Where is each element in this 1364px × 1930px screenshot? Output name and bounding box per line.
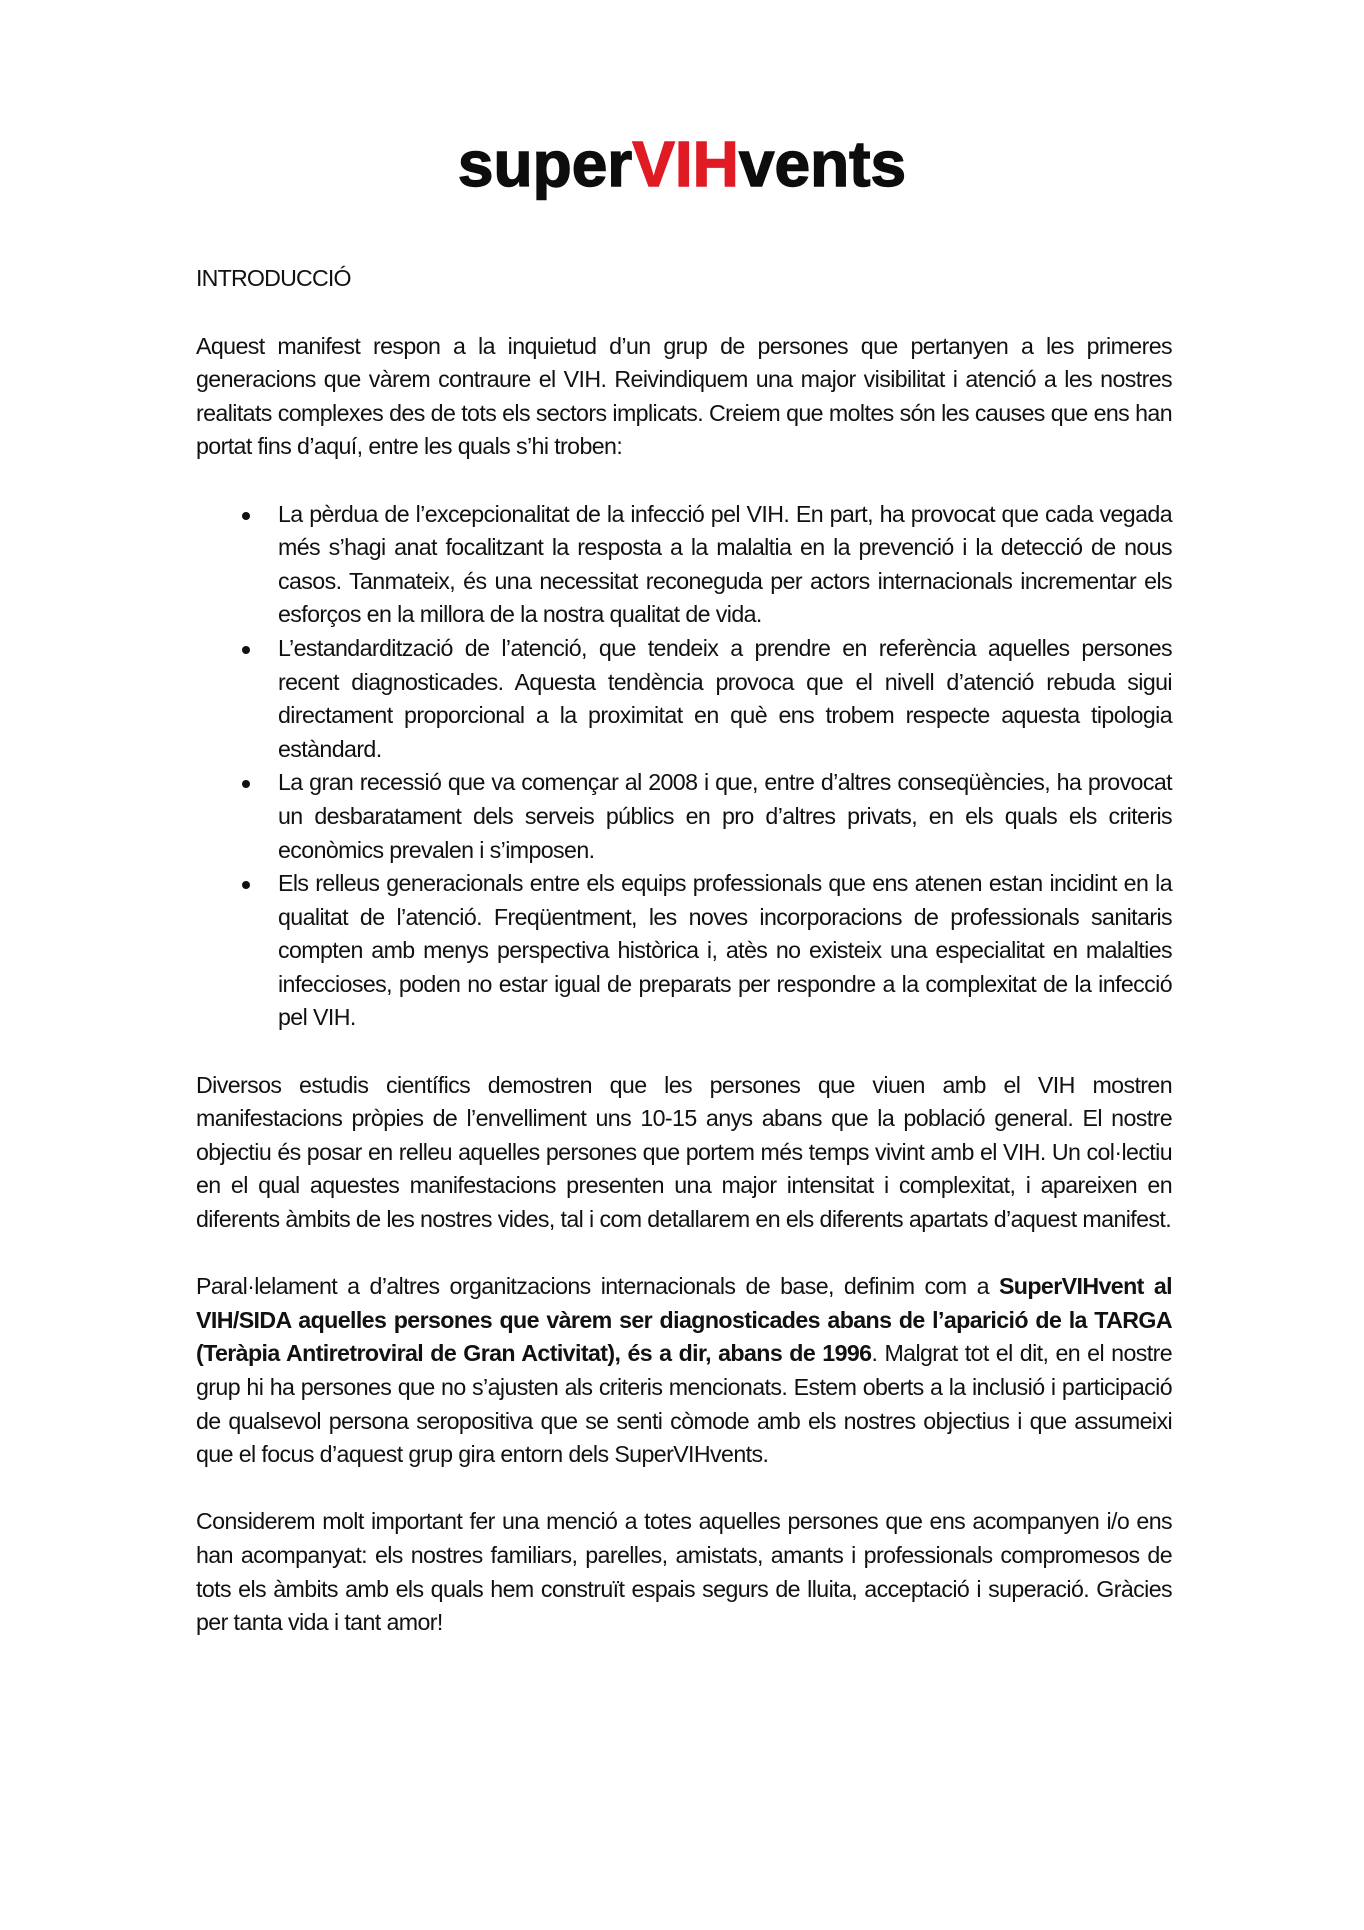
- list-item: [196, 632, 1172, 766]
- list-item: [196, 867, 1172, 1035]
- causes-list: [196, 498, 1172, 1036]
- list-item: [196, 498, 1172, 632]
- list-item-text: La pèrdua de l’excepcionalitat de la infecció pel VIH. En part, ha provocat que cada vegada més s’hagi anat focalitzant la resposta a la malaltia en la prevenció i la detecció de nous casos. Tanmateix, és una necessitat reconeguda per actors internacionals incrementar els esforços en la millora de la nostra qualitat de vida.: [278, 500, 1172, 628]
- definition-bold: SuperVIHvent al VIH/SIDA aquelles persones que vàrem ser diagnosticades abans de l’aparició de la TARGA (Teràpia Antiretroviral de Gran Activitat), és a dir, abans de 1996: [196, 1273, 1172, 1367]
- logo-supervihvents: [0, 124, 1364, 204]
- bullet-icon: [242, 780, 250, 788]
- aging-paragraph: Diversos estudis científics demostren que les persones que viuen amb el VIH mostren manifestacions pròpies de l’envelliment uns 10-15 anys abans que la població general. El nostre objectiu és posar en relleu aquelles persones que portem més temps vivint amb el VIH. Un col·lectiu en el qual aquestes manifestacions presenten una major intensitat i complexitat, i apareixen en diferents àmbits de les nostres vides, tal i com detallarem en els diferents apartats d’aquest manifest.: [196, 1071, 1172, 1233]
- list-item-text: La gran recessió que va començar al 2008 i que, entre d’altres conseqüències, ha provocat un desbaratament dels serveis públics en pro d’altres privats, en els quals els criteris econòmics prevalen i s’imposen.: [278, 769, 1172, 863]
- definition-rest: . Malgrat tot el dit, en el nostre grup hi ha persones que no s’ajusten als criteris mencionats. Estem oberts a la inclusió i participació de qualsevol persona seropositiva que se senti còmode amb els nostres objectius i que assumeixi que el focus d’aquest grup gira entorn dels SuperVIHvents.: [196, 1340, 1173, 1468]
- definition-lead: Paral·lelament a d’altres organitzacions internacionals de base, definim com a: [196, 1273, 999, 1300]
- definition-paragraph: [196, 1270, 1172, 1472]
- logo-part-super: super: [457, 128, 633, 200]
- bullet-icon: [242, 512, 250, 520]
- bullet-icon: [242, 881, 250, 889]
- list-item-text: L’estandardització de l’atenció, que tendeix a prendre en referència aquelles persones recent diagnosticades. Aquesta tendència provoca que el nivell d’atenció rebuda sigui directament proporcional a la proximitat en què ens trobem respecte aquesta tipologia estàndard.: [278, 634, 1172, 762]
- logo-part-vents: vents: [738, 128, 907, 200]
- document-body: [196, 262, 1172, 1673]
- list-item-text: Els relleus generacionals entre els equips professionals que ens atenen estan incidint en la qualitat de l’atenció. Freqüentment, les noves incorporacions de professionals sanitaris compten amb menys perspectiva històrica i, atès no existeix una especialitat en malalties infeccioses, poden no estar igual de preparats per respondre a la complexitat de la infecció pel VIH.: [278, 870, 1172, 1031]
- bullet-icon: [242, 646, 250, 654]
- list-item: [196, 766, 1172, 867]
- logo-part-vih: VIH: [632, 128, 739, 200]
- acknowledgement-paragraph: Considerem molt important fer una menció a totes aquelles persones que ens acompanyen i/o ens han acompanyat: els nostres familiars, parelles, amistats, amants i professionals compromesos de tots els àmbits amb els quals hem construït espais segurs de lluita, acceptació i superació. Gràcies per tanta vida i tant amor!: [196, 1508, 1172, 1636]
- section-heading: INTRODUCCIÓ: [196, 265, 351, 291]
- intro-paragraph: Aquest manifest respon a la inquietud d’un grup de persones que pertanyen a les primeres generacions que vàrem contraure el VIH. Reivindiquem una major visibilitat i atenció a les nostres realitats complexes des de tots els sectors implicats. Creiem que moltes són les causes que ens han portat fins d’aquí, entre les quals s’hi troben:: [196, 332, 1172, 460]
